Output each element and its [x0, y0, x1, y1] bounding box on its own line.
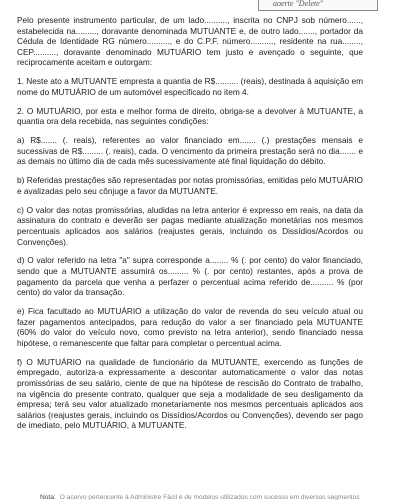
- delete-hint-tab: [258, 0, 378, 11]
- clause-2: 2. O MUTUÁRIO, por esta e melhor forma de direito, obriga-se a devolver à MUTUANTE, a quantia ora dela recebida, nas seguintes condições:: [17, 105, 363, 127]
- clause-2b: b) Referidas prestações são representadas por notas promissórias, emitidas pelo MUTUÁRIO e avalizadas pelo seu cônjuge a favor da MUTUANTE.: [17, 175, 363, 196]
- clause-2e: e) Fica facultado ao MUTUÁRIO a utilização do valor de revenda do seu veículo atual ou fazer pagamentos antecipados, para redução do valor a ser financiado pela MUTUANTE (60% do valor do veículo novo, como previsto na letra anterior), sendo financiado nessa hipótese, o remanescente que faltar para completar o percentual acima.: [17, 306, 363, 348]
- clause-2a: a) R$....... (. reais), referentes ao valor financiado em....... (.) prestações mensais e sucessivas de R$......... (. reais), cada. O vencimento da primeira prestação será no dia....... e as demais no último dia de cada mês sucessivamente até final liquidação do débito.: [17, 135, 363, 167]
- clause-1: 1. Neste ato a MUTUANTE empresta a quantia de R$.......... (reais), destinada à aquisição em nome do MUTUÁRIO de um automóvel especificado no item 4.: [17, 76, 363, 97]
- clause-2f: f) O MUTUÁRIO na qualidade de funcionário da MUTUANTE, exercendo as funções de empregado, autoriza-a expressamente a descontar automaticamente o valor das notas promissórias de seu salário, ciente de que na hipótese de rescisão do Contrato de trabalho, na vigência do presente contrato, qualquer que seja a modalidade de seu desligamento da empresa; terá seu valor atualizado monetariamente nos mesmos percentuais aplicados aos salários (reajustes gerais, incluindo os Dissídios/Acordos ou Convenções), devendo ser pago de imediato, pelo MUTUÁRIO, à MUTUANTE.: [17, 356, 363, 431]
- footer-note: [40, 493, 400, 500]
- contract-document: [17, 15, 363, 439]
- delete-hint-text: aoerte "Delete": [273, 0, 324, 8]
- footer-note-text: O acervo pertencente à Administre Fácil é de modelos utilizados com sucesso em diversos segmentos: [59, 494, 360, 500]
- clause-2c: c) O valor das notas promissórias, aludidas na letra anterior é expresso em reais, na data da assinatura do contrato e deverão ser pagas mediante atualização monetárias nos mesmos percentuais aplicados aos salários (reajustes gerais, incluindo os Dissídios/Acordos ou Convenções).: [17, 204, 363, 247]
- footer-note-label: Nota:: [40, 494, 56, 500]
- contract-preamble: Pelo presente instrumento particular, de um lado.........., inscrita no CNPJ sob número......, estabelecida na........., doravante denominada MUTUANTE e, de outro lado......., portador da Cédula de Identidade RG número.........., e do C.P.F. número.........., residente na rua........, CEP.........., doravante denominado MUTUÁRIO tem justo e avençado o seguinte, que reciprocamente aceitam e outorgam:: [17, 15, 363, 68]
- clause-2d: d) O valor referido na letra "a" supra corresponde a........ % (. por cento) do valor financiado, sendo que a MUTUANTE assumirá os......... % (. por cento) restantes, após a prova de pagamento da parcela que venha a perfazer o percentual acima referido de.......... % (por cento) do valor da transação.: [17, 255, 363, 298]
